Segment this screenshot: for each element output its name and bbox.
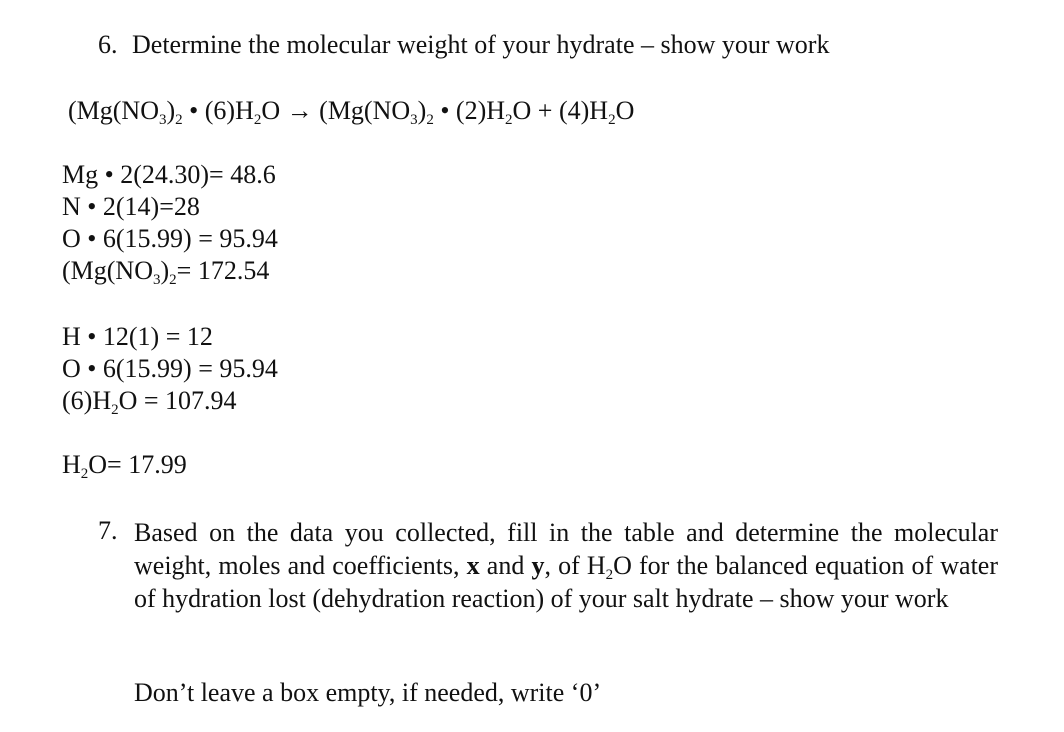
q7-sub2: 2 <box>605 567 614 583</box>
question-7-number: 7. <box>98 516 118 545</box>
equation-rhs-h2-sub-b: 2 <box>608 112 616 128</box>
equation-rhs-mid: • (2)H <box>433 96 506 125</box>
water-calculation <box>62 321 278 417</box>
equation-rhs-plus: O + (4)H <box>512 96 609 125</box>
question-7-text <box>134 516 998 615</box>
question-6-heading <box>98 30 829 60</box>
h2o-value: O= 17.99 <box>88 450 187 479</box>
equation-lhs-end: O <box>261 96 281 125</box>
q7-text-d: O for the balanced equation of water of hydration lost (dehydration reaction) of your salt hydrate – show your work <box>134 551 998 613</box>
o-calc-line: O • 6(15.99) = 95.94 <box>62 224 278 253</box>
equation-rhs-sub3: 3 <box>410 112 418 128</box>
question-6-number: 6. <box>98 30 118 59</box>
h2o-sub2: 2 <box>80 466 89 482</box>
mg-nitrate-total-line <box>62 255 278 287</box>
equation-rhs-end: O <box>615 96 635 125</box>
total-sub3: 3 <box>153 272 161 288</box>
h-calc-line: H • 12(1) = 12 <box>62 322 213 351</box>
equation-rhs-close: ) <box>417 96 427 125</box>
total-open: (Mg(NO <box>62 256 153 285</box>
total-sub2: 2 <box>169 272 177 288</box>
o-water-calc-line: O • 6(15.99) = 95.94 <box>62 354 278 383</box>
equation-lhs-h2-sub: 2 <box>253 112 262 128</box>
q7-text-c: , of H <box>544 551 606 580</box>
q7-text-a: Based on the data you collected, fill in the table and determine the molecular weight, moles and coefficients, <box>134 518 998 580</box>
total-value: = 172.54 <box>176 256 270 285</box>
q7-text-b: and <box>479 551 532 580</box>
q7-bold-x: x <box>466 551 480 580</box>
instruction-note: Don’t leave a box empty, if needed, write ‘0’ <box>134 678 602 707</box>
water-total-value: O = 107.94 <box>118 386 237 415</box>
equation-rhs-sub2: 2 <box>426 112 434 128</box>
equation-lhs-open: (Mg(NO <box>68 96 159 125</box>
total-close: ) <box>160 256 170 285</box>
mg-nitrate-calculation <box>62 159 278 287</box>
equation-lhs-sub3: 3 <box>159 112 167 128</box>
water-total-line <box>62 385 278 417</box>
n-calc-line: N • 2(14)=28 <box>62 192 200 221</box>
equation-lhs-mid: • (6)H <box>182 96 254 125</box>
equation-lhs-close: ) <box>166 96 176 125</box>
question-6-text: Determine the molecular weight of your hydrate – show your work <box>132 30 830 59</box>
question-7 <box>98 516 998 615</box>
water-total-sub2: 2 <box>111 402 119 418</box>
mg-calc-line: Mg • 2(24.30)= 48.6 <box>62 160 276 189</box>
h2o-open: H <box>62 450 81 479</box>
equation-lhs-sub2: 2 <box>175 112 183 128</box>
q7-bold-y: y <box>531 551 545 580</box>
equation-rhs-h2-sub-a: 2 <box>505 112 513 128</box>
reaction-arrow: → <box>280 96 320 125</box>
water-total-open: (6)H <box>62 386 112 415</box>
h2o-molar-mass <box>62 450 187 480</box>
equation-rhs-open: (Mg(NO <box>319 96 411 125</box>
reaction-equation <box>68 96 634 126</box>
